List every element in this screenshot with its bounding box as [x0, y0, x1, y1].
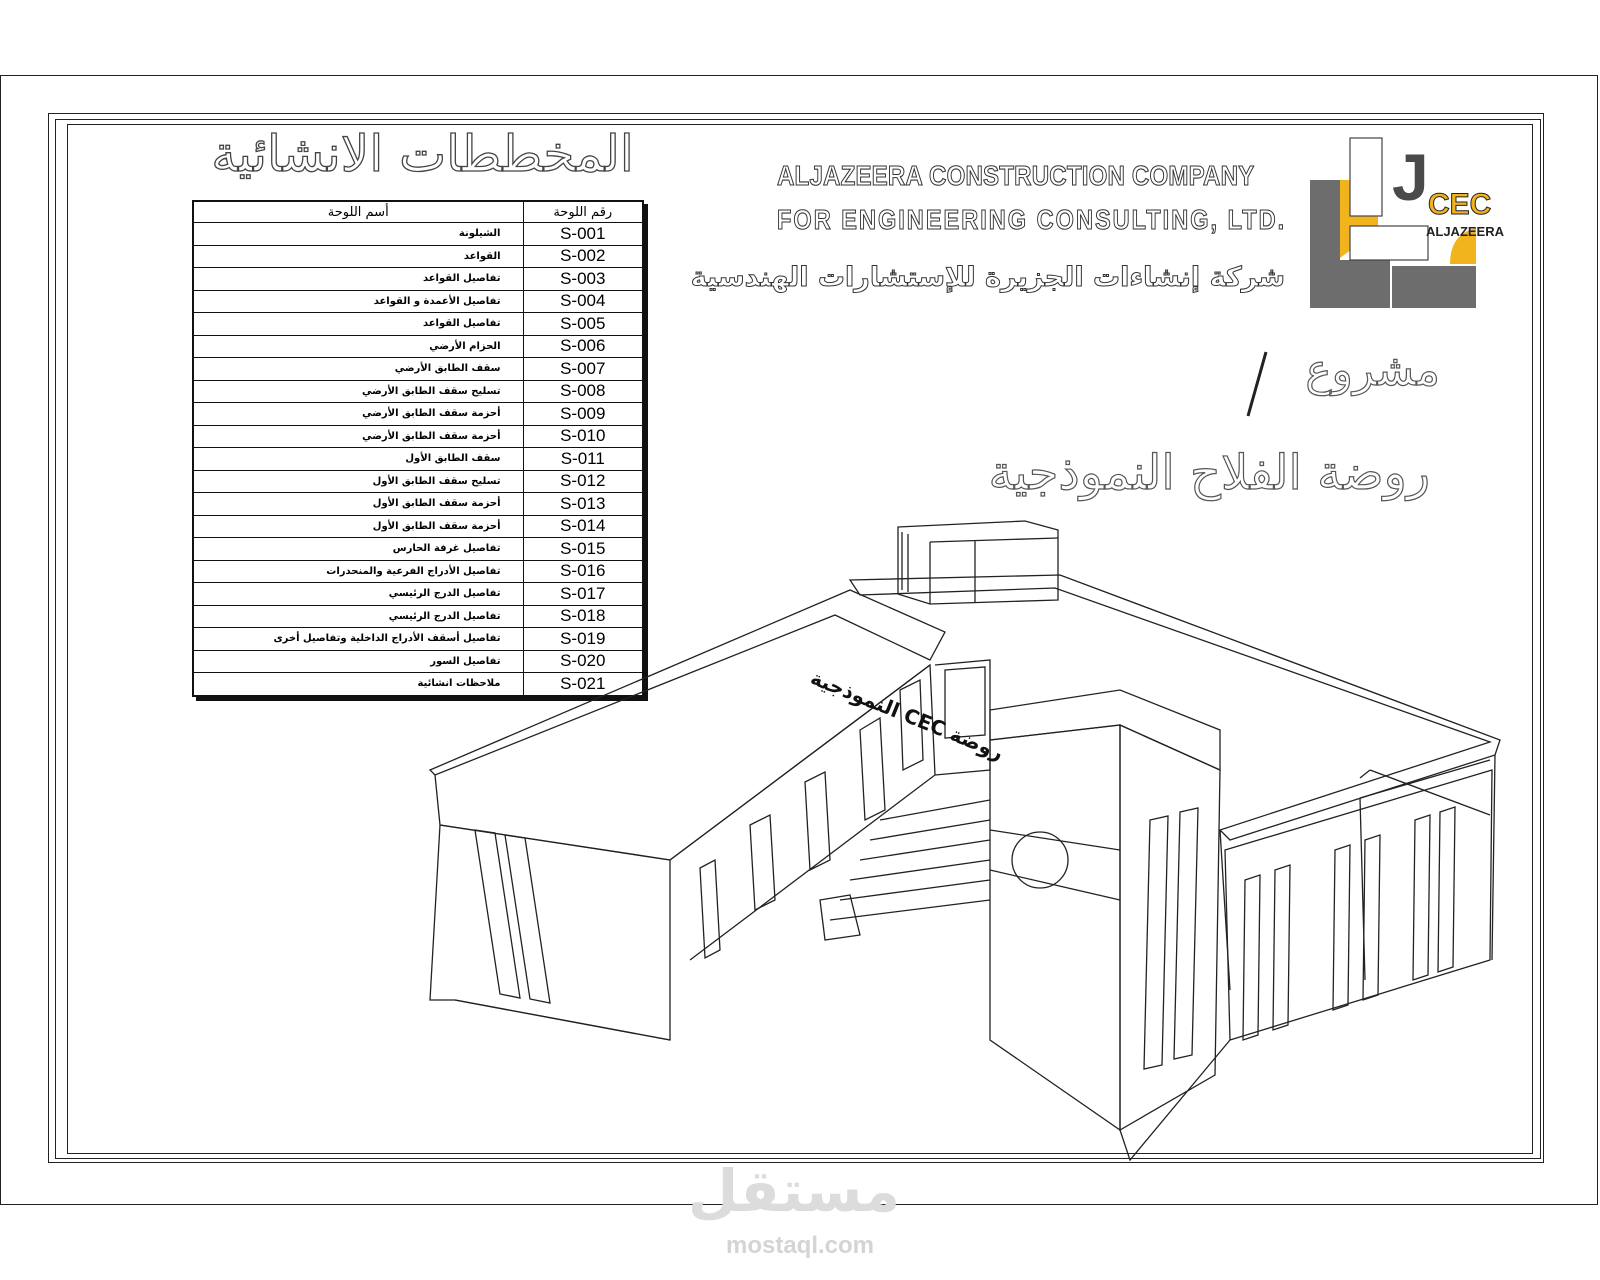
drawing-name-cell: تفاصيل الأدراج الفرعية والمنحدرات	[193, 560, 523, 583]
table-row	[193, 403, 643, 426]
table-row	[193, 268, 643, 291]
logo-gray-block	[1340, 260, 1390, 308]
drawing-number-cell: S-006	[523, 335, 643, 358]
table-row	[193, 425, 643, 448]
watermark-url: mostaql.com	[725, 1232, 875, 1259]
logo-caption: ALJAZEERA	[1426, 224, 1505, 239]
sheet-title: المخططات الانشائية	[211, 125, 634, 183]
table-row	[193, 245, 643, 268]
drawing-number-cell: S-014	[523, 515, 643, 538]
drawing-number-cell: S-003	[523, 268, 643, 291]
drawing-number-cell: S-010	[523, 425, 643, 448]
drawing-name-cell: تفاصيل أسقف الأدراج الداخلية وتفاصيل أخرى	[193, 628, 523, 651]
drawing-name-cell: القواعد	[193, 245, 523, 268]
drawing-name-cell: تفاصيل الدرج الرئيسي	[193, 605, 523, 628]
drawing-name-cell: الحزام الأرضي	[193, 335, 523, 358]
drawing-name-cell: تفاصيل القواعد	[193, 268, 523, 291]
drawing-number-cell: S-016	[523, 560, 643, 583]
table-header-row	[193, 201, 643, 223]
drawing-name-cell: أحزمة سقف الطابق الأرضي	[193, 425, 523, 448]
courtyard-stairs	[830, 800, 990, 920]
drawing-name-cell: أحزمة سقف الطابق الأول	[193, 515, 523, 538]
drawing-name-cell: أحزمة سقف الطابق الأول	[193, 493, 523, 516]
logo-white-panel-mid	[1350, 226, 1428, 260]
table-row	[193, 493, 643, 516]
drawing-number-cell: S-020	[523, 650, 643, 673]
drawing-number-cell: S-011	[523, 448, 643, 471]
drawing-number-cell: S-012	[523, 470, 643, 493]
logo-abbr: CEC	[1428, 188, 1492, 221]
table-row	[193, 335, 643, 358]
drawing-name-cell: تفاصيل غرفة الحارس	[193, 538, 523, 561]
drawing-name-cell: تفاصيل القواعد	[193, 313, 523, 336]
drawing-number-cell: S-004	[523, 290, 643, 313]
logo-letter: J	[1392, 140, 1429, 214]
company-logo	[1310, 138, 1505, 308]
project-slash	[1238, 350, 1278, 420]
project-name: روضة الفلاح النموذجية	[988, 445, 1430, 501]
roof-stair-tower	[898, 521, 1058, 604]
left-wing-end-facade	[430, 825, 670, 1040]
drawing-name-cell: الشيلونة	[193, 223, 523, 246]
table-row	[193, 290, 643, 313]
front-tower-left-face	[990, 725, 1120, 1130]
drawing-number-cell: S-017	[523, 583, 643, 606]
right-wing-roof	[850, 575, 1500, 840]
table-row	[193, 448, 643, 471]
drawing-number-cell: S-021	[523, 673, 643, 696]
drawing-name-cell: تفاصيل السور	[193, 650, 523, 673]
drawing-name-cell: تفاصيل الدرج الرئيسي	[193, 583, 523, 606]
right-wing-facade	[1225, 770, 1492, 1040]
drawing-number-cell: S-008	[523, 380, 643, 403]
drawing-number-cell: S-002	[523, 245, 643, 268]
right-wing-windows	[1243, 807, 1455, 1040]
logo-gray-bar	[1310, 180, 1340, 308]
company-name-ar: شركة إنشاءات الجزيرة للإستشارات الهندسية	[690, 262, 1285, 293]
left-wing-windows	[475, 680, 923, 1003]
drawing-number-cell: S-015	[523, 538, 643, 561]
drawing-number-cell: S-009	[523, 403, 643, 426]
drawing-name-cell: أحزمة سقف الطابق الأرضي	[193, 403, 523, 426]
company-name-en-line1: ALJAZEERA CONSTRUCTION COMPANY	[777, 160, 1255, 191]
building-perspective-drawing	[430, 520, 1540, 1160]
table-row	[193, 470, 643, 493]
building-sign: روضة CEC النموذجية	[807, 665, 1008, 765]
drawing-number-cell: S-007	[523, 358, 643, 381]
drawing-number-cell: S-018	[523, 605, 643, 628]
drawing-name-cell: سقف الطابق الأول	[193, 448, 523, 471]
drawing-number-cell: S-013	[523, 493, 643, 516]
logo-gray-base	[1392, 266, 1476, 308]
drawing-number-cell: S-005	[523, 313, 643, 336]
drawing-name-cell: تسليح سقف الطابق الأول	[193, 470, 523, 493]
drawing-number-cell: S-001	[523, 223, 643, 246]
header-drawing-number: رقم اللوحة	[523, 201, 643, 223]
front-tower-windows	[1144, 808, 1198, 1069]
drawing-name-cell: سقف الطابق الأرضي	[193, 358, 523, 381]
table-row	[193, 223, 643, 246]
watermark-logo: مستقل	[687, 1157, 900, 1225]
drawing-name-cell: ملاحظات انشائية	[193, 673, 523, 696]
header-drawing-name: أسم اللوحة	[193, 201, 523, 223]
table-row	[193, 313, 643, 336]
drawing-name-cell: تسليح سقف الطابق الأرضي	[193, 380, 523, 403]
left-wing-roof	[430, 590, 945, 775]
drawing-number-cell: S-019	[523, 628, 643, 651]
front-tower-roof	[990, 690, 1220, 770]
company-name-en-line2: FOR ENGINEERING CONSULTING, LTD.	[777, 204, 1287, 235]
logo-white-panel-top	[1350, 138, 1382, 216]
table-row	[193, 380, 643, 403]
drawing-name-cell: تفاصيل الأعمدة و القواعد	[193, 290, 523, 313]
project-label: مشروع	[1305, 345, 1440, 396]
table-row	[193, 358, 643, 381]
